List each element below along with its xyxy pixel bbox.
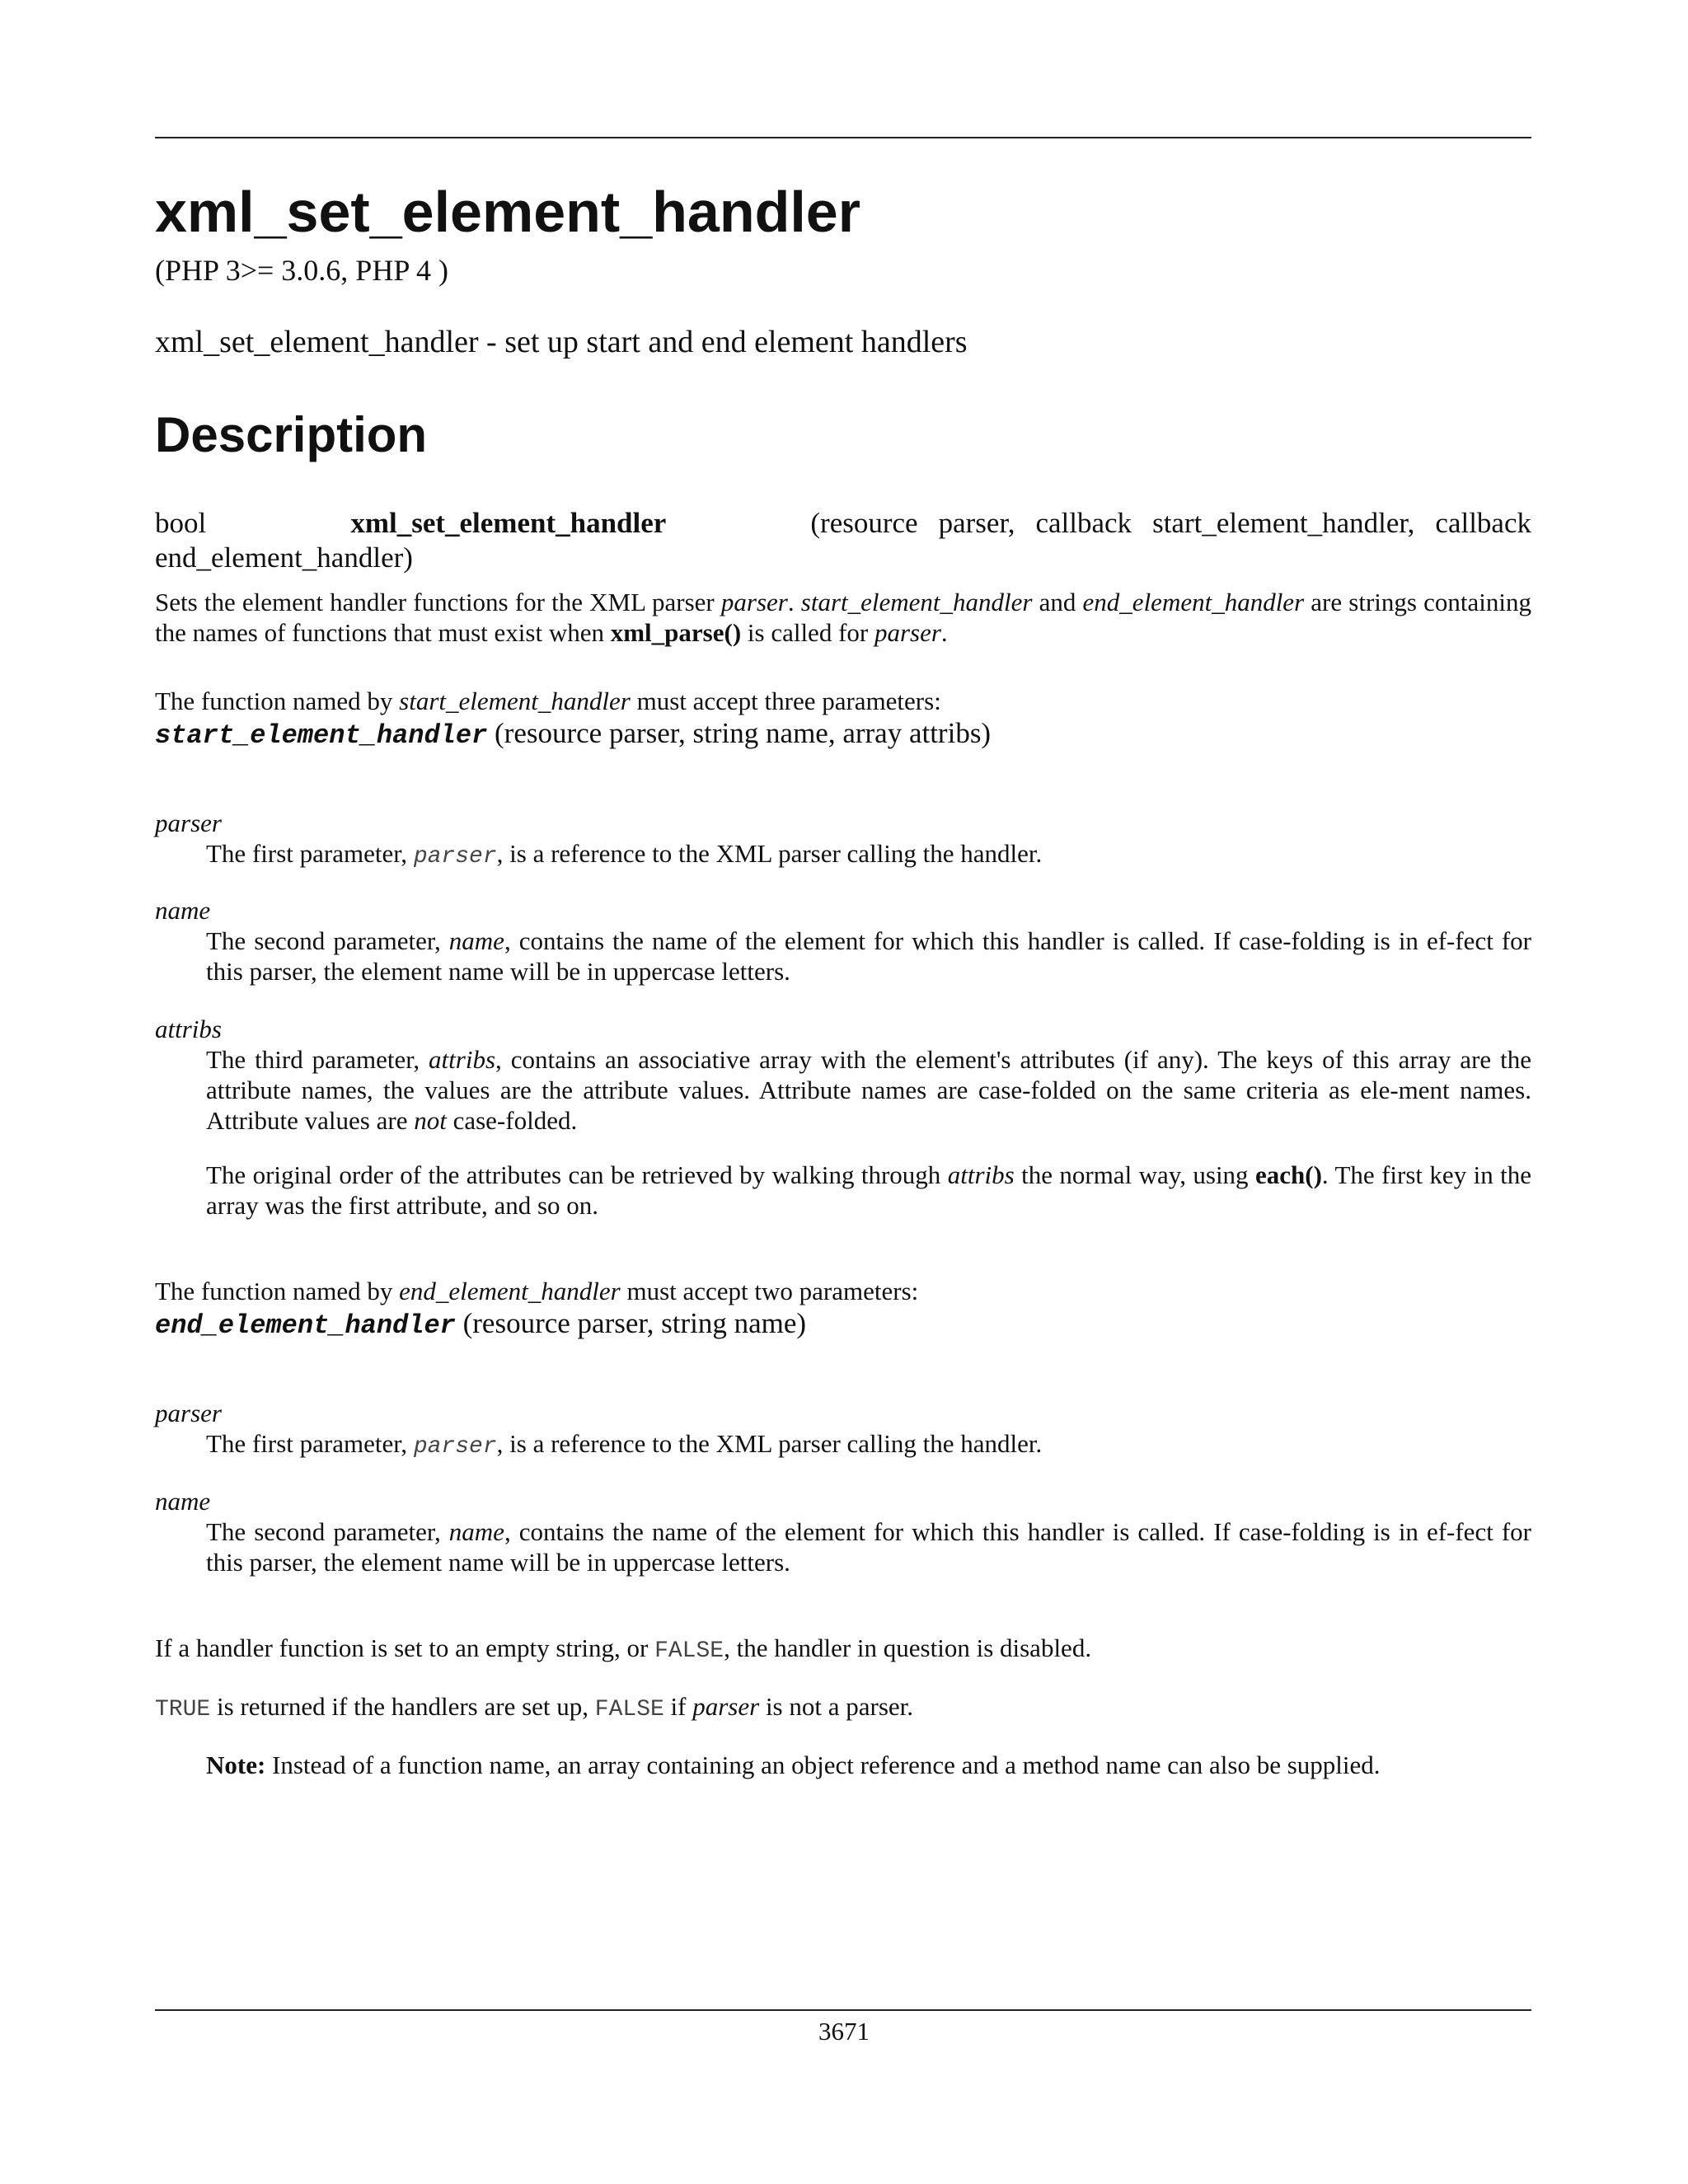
param-def-parser: The first parameter, parser, is a reference to the XML parser calling the handler. <box>206 839 1043 869</box>
ref-purpose: xml_set_element_handler - set up start and end element handlers <box>155 325 968 359</box>
page-number: 3671 <box>818 2017 870 2046</box>
param-def-attribs-order: The original order of the attributes can be retrieved by walking through attribs the normal way, using each(). The first key in the array was the first attribute, and so on. <box>206 1160 1531 1220</box>
start-handler-prototype: start_element_handler (resource parser, string name, array attribs) <box>155 717 992 751</box>
param-def-name: The second parameter, name, contains the name of the element for which this handler is called. If case-folding is in ef-fect for this parser, the element name will be in uppercase letters. <box>206 926 1531 986</box>
end-handler-fname: end_element_handler <box>155 1310 456 1341</box>
end-handler-lead: The function named by end_element_handler must accept two parameters: <box>155 1277 919 1305</box>
xml-parse-link: xml_parse() <box>610 618 742 647</box>
returns-paragraph: TRUE is returned if the handlers are set up, FALSE if parser is not a parser. <box>155 1692 914 1722</box>
start-handler-lead: The function named by start_element_handler must accept three parameters: <box>155 687 941 715</box>
param-term-attribs: attribs <box>155 1015 222 1043</box>
start-handler-fname: start_element_handler <box>155 720 488 751</box>
param-term-parser: parser <box>155 808 222 837</box>
header-rule <box>155 137 1531 138</box>
synopsis-function-name: xml_set_element_handler <box>350 507 667 539</box>
footer-rule <box>155 2009 1531 2011</box>
end-param-term-parser: parser <box>155 1399 222 1427</box>
return-type: bool <box>155 507 207 539</box>
disabled-paragraph: If a handler function is set to an empty string, or FALSE, the handler in question is disabled. <box>155 1633 1092 1664</box>
function-synopsis <box>155 506 1531 575</box>
intro-paragraph: Sets the element handler functions for the XML parser parser. start_element_handler and end_element_handler are strings containing the names of functions that must exist when xml_parse() is called for parser. <box>155 588 1531 647</box>
page-title: xml_set_element_handler <box>155 180 860 244</box>
note-label: Note: <box>206 1750 266 1779</box>
end-handler-prototype: end_element_handler (resource parser, string name) <box>155 1307 807 1341</box>
each-link: each() <box>1254 1160 1322 1189</box>
param-term-name: name <box>155 896 211 925</box>
version-info: (PHP 3>= 3.0.6, PHP 4 ) <box>155 254 448 287</box>
end-param-term-name: name <box>155 1487 211 1516</box>
end-param-def-parser: The first parameter, parser, is a reference to the XML parser calling the handler. <box>206 1429 1043 1460</box>
param-def-attribs: The third parameter, attribs, contains an associative array with the element's attributes (if any). The keys of this array are the attribute names, the values are the attribute values. Attribute names are case-folded on the same criteria as ele-ment names. Attribute values are not case-folded. <box>206 1045 1531 1135</box>
section-heading: Description <box>155 407 428 462</box>
note: Note: Instead of a function name, an array containing an object reference and a method name can also be supplied. <box>206 1750 1381 1779</box>
end-param-def-name: The second parameter, name, contains the name of the element for which this handler is called. If case-folding is in ef-fect for this parser, the element name will be in uppercase letters. <box>206 1517 1531 1577</box>
synopsis-params: (resource parser, callback start_element_handler, callback end_element_handler) <box>155 507 1532 574</box>
